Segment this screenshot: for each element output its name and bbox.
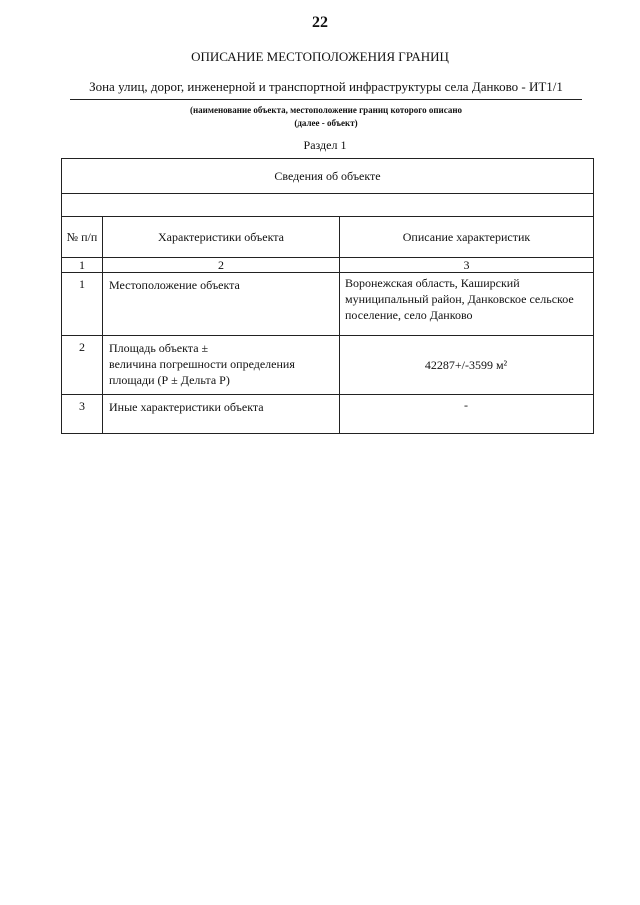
col-header-description: Описание характеристик [340,217,594,258]
object-caption-line2: (далее - объект) [294,118,358,128]
col-number-2: 2 [103,258,340,273]
row-description: 42287+/-3599 м² [340,336,594,395]
table-title: Сведения об объекте [62,159,594,194]
table-row [62,273,594,336]
document-title: ОПИСАНИЕ МЕСТОПОЛОЖЕНИЯ ГРАНИЦ [191,49,449,64]
row-description: - [340,395,594,434]
object-caption [0,104,640,130]
object-name: Зона улиц, дорог, инженерной и транспортной инфраструктуры села Данково - ИТ1/1 [89,79,563,94]
column-number-row [62,258,594,273]
column-header-row [62,217,594,258]
row-number: 1 [62,273,103,336]
table-row [62,336,594,395]
table-spacer-row [62,194,594,217]
row-characteristic: Иные характеристики объекта [103,395,340,434]
object-info-table [61,158,594,434]
row-characteristic [103,336,340,395]
row-characteristic: Местоположение объекта [103,273,340,336]
row-characteristic-line1: Площадь объекта ± [109,341,209,355]
object-caption-line1: (наименование объекта, местоположение границ которого описано [189,105,463,115]
table-title-row [62,159,594,194]
col-number-3: 3 [340,258,594,273]
col-number-1: 1 [62,258,103,273]
col-header-characteristic: Характеристики объекта [103,217,340,258]
section-label: Раздел 1 [303,138,347,152]
object-name-underline [70,99,582,100]
page-number: 22 [312,14,328,31]
row-number: 3 [62,395,103,434]
row-description: Воронежская область, Каширский муниципальный район, Данковское сельское поселение, село Данково [340,273,594,336]
table-spacer [62,194,594,217]
row-characteristic-line2: величина погрешности определения площади (Р ± Дельта Р) [109,357,295,387]
table-row [62,395,594,434]
col-header-num: № п/п [62,217,103,258]
row-number: 2 [62,336,103,395]
